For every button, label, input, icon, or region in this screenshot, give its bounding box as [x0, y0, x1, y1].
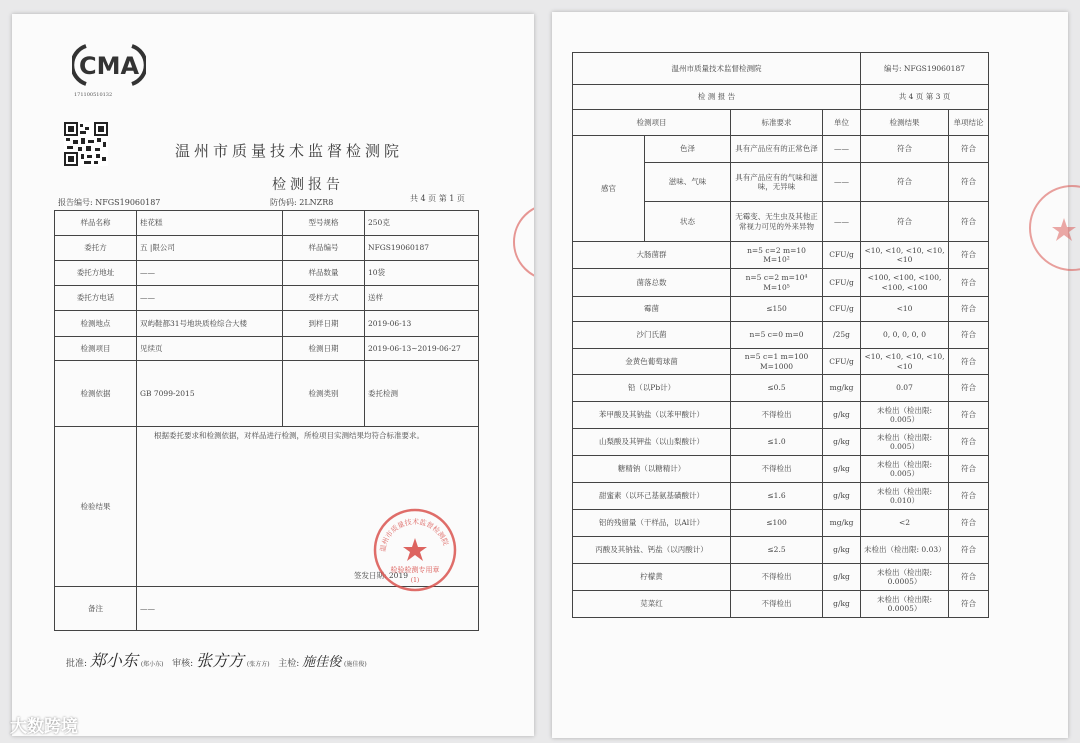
- test-unit: g/kg: [823, 456, 861, 483]
- test-item: 滋味、气味: [645, 163, 731, 202]
- sensory-group-label: 感官: [573, 136, 645, 242]
- result-label: 检验结果: [55, 427, 137, 587]
- field-label: 检测项目: [55, 337, 137, 361]
- table-row: [55, 236, 479, 261]
- table-row: [573, 53, 989, 85]
- field-value: 桂花糕: [137, 211, 283, 236]
- field-label: 样品编号: [283, 236, 365, 261]
- test-unit: g/kg: [823, 483, 861, 510]
- official-stamp: [373, 508, 457, 592]
- test-requirement: n=5 c=1 m=100 M=1000: [731, 349, 823, 375]
- table-row: [573, 402, 989, 429]
- stamp-text: 温州市质量技术监督检测院: [378, 517, 450, 553]
- test-result: 符合: [861, 163, 949, 202]
- main-signature: 施佳俊: [302, 655, 342, 670]
- report-number: 编号: NFGS19060187: [861, 53, 989, 85]
- field-label: 样品数量: [283, 261, 365, 286]
- qr-code-icon: [64, 122, 108, 166]
- column-header: 标准要求: [731, 110, 823, 136]
- test-result: 未检出（检出限: 0.005）: [861, 456, 949, 483]
- test-requirement: 不得检出: [731, 564, 823, 591]
- field-value: 委托检测: [365, 361, 479, 427]
- test-item: 铅（以Pb计）: [573, 375, 731, 402]
- institution-name: 温州市质量技术监督检测院: [573, 53, 861, 85]
- field-label: 委托方地址: [55, 261, 137, 286]
- table-row: [573, 110, 989, 136]
- field-label: 样品名称: [55, 211, 137, 236]
- test-requirement: ≤1.6: [731, 483, 823, 510]
- institution-name: 温州市质量技术监督检测院: [175, 142, 404, 160]
- field-value: 2019-06-13: [365, 311, 479, 337]
- test-unit: mg/kg: [823, 510, 861, 537]
- table-row: [55, 211, 479, 236]
- field-value: 2019-06-13~2019-06-27: [365, 337, 479, 361]
- table-row: [573, 297, 989, 322]
- test-unit: ——: [823, 136, 861, 163]
- test-item: 苋菜红: [573, 591, 731, 618]
- test-conclusion: 符合: [949, 242, 989, 269]
- stamp-sub: 检验检测专用章: [390, 566, 440, 574]
- table-row: [573, 483, 989, 510]
- test-item: 山梨酸及其钾盐（以山梨酸计）: [573, 429, 731, 456]
- cma-logo-text: CMA: [78, 52, 140, 80]
- table-row: [573, 429, 989, 456]
- review-label: 审核:: [172, 659, 194, 669]
- field-value: 五 |限公司: [137, 236, 283, 261]
- test-conclusion: 符合: [949, 483, 989, 510]
- field-value: ——: [137, 286, 283, 311]
- test-requirement: 不得检出: [731, 456, 823, 483]
- field-value: 双屿鞋都31号地块质检综合大楼: [137, 311, 283, 337]
- test-requirement: 不得检出: [731, 402, 823, 429]
- test-requirement: ≤2.5: [731, 537, 823, 564]
- test-requirement: 具有产品应有的正常色泽: [731, 136, 823, 163]
- test-conclusion: 符合: [949, 202, 989, 242]
- test-result: 未检出（检出限: 0.0005）: [861, 591, 949, 618]
- table-row: [55, 311, 479, 337]
- test-result: 符合: [861, 202, 949, 242]
- test-unit: g/kg: [823, 429, 861, 456]
- table-row: [573, 564, 989, 591]
- main-name: (施佳俊): [344, 661, 367, 668]
- field-label: 检测地点: [55, 311, 137, 337]
- field-value: ——: [137, 261, 283, 286]
- test-requirement: ≤0.5: [731, 375, 823, 402]
- test-requirement: 不得检出: [731, 591, 823, 618]
- test-unit: CFU/g: [823, 297, 861, 322]
- column-header: 单项结论: [949, 110, 989, 136]
- table-row: [55, 261, 479, 286]
- field-label: 委托方电话: [55, 286, 137, 311]
- test-result: 0.07: [861, 375, 949, 402]
- approve-label: 批准:: [66, 659, 88, 669]
- test-conclusion: 符合: [949, 349, 989, 375]
- main-label: 主检:: [278, 659, 300, 669]
- review-signature: 张方方: [196, 651, 245, 670]
- test-result: 未检出（检出限: 0.005）: [861, 429, 949, 456]
- field-value: 送样: [365, 286, 479, 311]
- test-item: 菌落总数: [573, 269, 731, 297]
- table-row: [573, 375, 989, 402]
- table-row: [55, 587, 479, 631]
- review-name: (张方方): [246, 661, 270, 668]
- field-value: 250克: [365, 211, 479, 236]
- test-conclusion: 符合: [949, 163, 989, 202]
- test-unit: g/kg: [823, 591, 861, 618]
- test-conclusion: 符合: [949, 269, 989, 297]
- table-row: [573, 510, 989, 537]
- signature-line: [66, 648, 367, 671]
- test-requirement: ≤150: [731, 297, 823, 322]
- test-conclusion: 符合: [949, 322, 989, 349]
- remark-value: ——: [137, 587, 479, 631]
- table-row: [573, 269, 989, 297]
- test-result: <10, <10, <10, <10, <10: [861, 242, 949, 269]
- field-label: 检测日期: [283, 337, 365, 361]
- watermark: 大数跨境: [10, 717, 78, 737]
- field-value: NFGS19060187: [365, 236, 479, 261]
- test-item: 金黄色葡萄球菌: [573, 349, 731, 375]
- test-result: <2: [861, 510, 949, 537]
- test-unit: ——: [823, 202, 861, 242]
- test-item: 大肠菌群: [573, 242, 731, 269]
- test-conclusion: 符合: [949, 402, 989, 429]
- field-label: 到样日期: [283, 311, 365, 337]
- table-row: [573, 85, 989, 110]
- table-row: [573, 322, 989, 349]
- test-result: 0, 0, 0, 0, 0: [861, 322, 949, 349]
- column-header: 检测结果: [861, 110, 949, 136]
- field-label: 型号规格: [283, 211, 365, 236]
- test-item: 柠檬黄: [573, 564, 731, 591]
- remark-label: 备注: [55, 587, 137, 631]
- seam-stamp-left: [510, 200, 534, 284]
- test-unit: g/kg: [823, 537, 861, 564]
- page-indicator: 共 4 页 第 1 页: [410, 194, 465, 203]
- table-row: [573, 242, 989, 269]
- cma-number: 171100510132: [74, 92, 113, 98]
- test-result: <100, <100, <100, <100, <100: [861, 269, 949, 297]
- issue-date: 签发日期: 2019: [354, 570, 408, 580]
- table-row: [573, 349, 989, 375]
- test-result: 符合: [861, 136, 949, 163]
- table-row: [573, 537, 989, 564]
- test-result: 未检出（检出限: 0.010）: [861, 483, 949, 510]
- report-title: 检 测 报 告: [573, 85, 861, 110]
- test-unit: CFU/g: [823, 269, 861, 297]
- test-unit: CFU/g: [823, 349, 861, 375]
- report-number: 报告编号: NFGS19060187: [58, 198, 161, 207]
- test-conclusion: 符合: [949, 297, 989, 322]
- table-row: [573, 136, 989, 163]
- seam-stamp-right: [1024, 180, 1080, 276]
- test-conclusion: 符合: [949, 537, 989, 564]
- table-row: [573, 591, 989, 618]
- test-result: 未检出（检出限: 0.0005）: [861, 564, 949, 591]
- field-label: 检测依据: [55, 361, 137, 427]
- cma-logo: [72, 42, 146, 88]
- test-requirement: n=5 c=0 m=0: [731, 322, 823, 349]
- report-title: 检测报告: [272, 177, 344, 193]
- test-item: 霉菌: [573, 297, 731, 322]
- test-unit: g/kg: [823, 564, 861, 591]
- column-header: 检测项目: [573, 110, 731, 136]
- test-unit: g/kg: [823, 402, 861, 429]
- test-results-table: [572, 52, 989, 618]
- test-requirement: n=5 c=2 m=10 M=10²: [731, 242, 823, 269]
- test-conclusion: 符合: [949, 429, 989, 456]
- test-result: 未检出（检出限: 0.005）: [861, 402, 949, 429]
- test-result: <10, <10, <10, <10, <10: [861, 349, 949, 375]
- field-value: 见续页: [137, 337, 283, 361]
- test-requirement: 具有产品应有的气味和滋味，无异味: [731, 163, 823, 202]
- test-unit: CFU/g: [823, 242, 861, 269]
- test-unit: ——: [823, 163, 861, 202]
- test-result: <10: [861, 297, 949, 322]
- field-label: 检测类别: [283, 361, 365, 427]
- table-row: [573, 456, 989, 483]
- table-row: [55, 361, 479, 427]
- table-row: [55, 286, 479, 311]
- test-conclusion: 符合: [949, 591, 989, 618]
- test-conclusion: 符合: [949, 375, 989, 402]
- test-conclusion: 符合: [949, 564, 989, 591]
- test-item: 丙酸及其钠盐、钙盐（以丙酸计）: [573, 537, 731, 564]
- approve-signature: 郑小东: [89, 651, 138, 670]
- page-indicator: 共 4 页 第 3 页: [861, 85, 989, 110]
- test-item: 状态: [645, 202, 731, 242]
- table-row: [55, 337, 479, 361]
- test-item: 糖精钠（以糖精计）: [573, 456, 731, 483]
- test-conclusion: 符合: [949, 136, 989, 163]
- test-requirement: n=5 c=2 m=10⁴ M=10⁵: [731, 269, 823, 297]
- test-unit: mg/kg: [823, 375, 861, 402]
- stamp-num: (1): [410, 577, 420, 584]
- anti-fake-code: 防伪码: 2LNZR8: [270, 198, 334, 207]
- approve-name: (郑小东): [140, 661, 164, 668]
- test-requirement: 无霉变、无生虫及其他正常视力可见的外来异物: [731, 202, 823, 242]
- result-text: 根据委托要求和检测依据，对样品进行检测，所检项目实测结果均符合标准要求。: [154, 431, 424, 440]
- column-header: 单位: [823, 110, 861, 136]
- test-item: 色泽: [645, 136, 731, 163]
- test-requirement: ≤100: [731, 510, 823, 537]
- field-value: 10袋: [365, 261, 479, 286]
- field-label: 受样方式: [283, 286, 365, 311]
- test-requirement: ≤1.0: [731, 429, 823, 456]
- test-item: 铝的残留量（干样品，以Al计）: [573, 510, 731, 537]
- test-result: 未检出（检出限: 0.03）: [861, 537, 949, 564]
- test-unit: /25g: [823, 322, 861, 349]
- test-item: 甜蜜素（以环己基氨基磺酸计）: [573, 483, 731, 510]
- test-conclusion: 符合: [949, 456, 989, 483]
- test-item: 苯甲酸及其钠盐（以苯甲酸计）: [573, 402, 731, 429]
- field-value: GB 7099-2015: [137, 361, 283, 427]
- test-item: 沙门氏菌: [573, 322, 731, 349]
- test-conclusion: 符合: [949, 510, 989, 537]
- field-label: 委托方: [55, 236, 137, 261]
